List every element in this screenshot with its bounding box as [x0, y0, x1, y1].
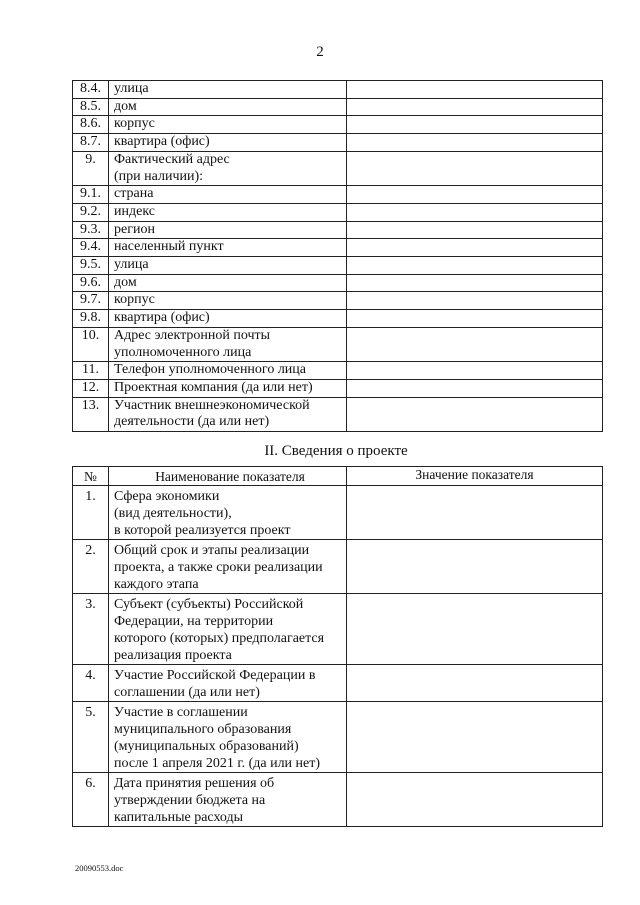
row-number: 11.: [73, 362, 109, 380]
indicator-value[interactable]: [347, 773, 603, 827]
table-row: [73, 98, 603, 116]
row-number: 12.: [73, 379, 109, 397]
indicator-name: Адрес электронной почты уполномоченного лица: [109, 327, 347, 361]
project-info-table-body: [73, 486, 603, 827]
table-row: [73, 773, 603, 827]
applicant-address-table: [72, 80, 603, 432]
indicator-name: Телефон уполномоченного лица: [109, 362, 347, 380]
indicator-value[interactable]: [347, 151, 603, 185]
row-number: 9.2.: [73, 203, 109, 221]
indicator-name: Участие Российской Федерации в соглашении (да или нет): [109, 665, 347, 702]
table-row: [73, 397, 603, 431]
header-value: Значение показателя: [347, 467, 603, 486]
table-row: [73, 239, 603, 257]
indicator-name: Участник внешнеэкономической деятельности (да или нет): [109, 397, 347, 431]
indicator-name: улица: [109, 81, 347, 99]
row-number: 8.6.: [73, 116, 109, 134]
row-number: 9.6.: [73, 274, 109, 292]
table-row: [73, 292, 603, 310]
table-row: [73, 134, 603, 152]
indicator-name: Дата принятия решения об утверждении бюджета на капитальные расходы: [109, 773, 347, 827]
table-row: [73, 257, 603, 275]
row-number: 9.: [73, 151, 109, 185]
row-number: 5.: [73, 702, 109, 773]
header-row: [73, 467, 603, 486]
table-row: [73, 379, 603, 397]
indicator-name: Участие в соглашении муниципального образования (муниципальных образований) после 1 апреля 2021 г. (да или нет): [109, 702, 347, 773]
indicator-value[interactable]: [347, 186, 603, 204]
indicator-value[interactable]: [347, 379, 603, 397]
table-row: [73, 486, 603, 540]
table-row: [73, 221, 603, 239]
indicator-name: Сфера экономики (вид деятельности), в которой реализуется проект: [109, 486, 347, 540]
indicator-name: улица: [109, 257, 347, 275]
indicator-value[interactable]: [347, 292, 603, 310]
row-number: 8.4.: [73, 81, 109, 99]
row-number: 8.5.: [73, 98, 109, 116]
row-number: 8.7.: [73, 134, 109, 152]
indicator-name: индекс: [109, 203, 347, 221]
indicator-value[interactable]: [347, 239, 603, 257]
table-row: [73, 665, 603, 702]
applicant-address-table-body: [73, 81, 603, 432]
row-number: 9.8.: [73, 310, 109, 328]
header-num: №: [73, 467, 109, 486]
table-row: [73, 274, 603, 292]
section-title: II. Сведения о проекте: [264, 443, 408, 459]
indicator-value[interactable]: [347, 702, 603, 773]
table-row: [73, 362, 603, 380]
indicator-value[interactable]: [347, 98, 603, 116]
indicator-name: дом: [109, 98, 347, 116]
indicator-value[interactable]: [347, 116, 603, 134]
table-row: [73, 116, 603, 134]
indicator-value[interactable]: [347, 257, 603, 275]
indicator-name: Субъект (субъекты) Российской Федерации, на территории которого (которых) предполагается реализация проекта: [109, 594, 347, 665]
indicator-value[interactable]: [347, 594, 603, 665]
indicator-value[interactable]: [347, 203, 603, 221]
row-number: 6.: [73, 773, 109, 827]
row-number: 13.: [73, 397, 109, 431]
indicator-value[interactable]: [347, 327, 603, 361]
row-number: 4.: [73, 665, 109, 702]
indicator-name: населенный пункт: [109, 239, 347, 257]
indicator-value[interactable]: [347, 221, 603, 239]
row-number: 9.1.: [73, 186, 109, 204]
row-number: 10.: [73, 327, 109, 361]
indicator-name: страна: [109, 186, 347, 204]
row-number: 2.: [73, 540, 109, 594]
row-number: 9.4.: [73, 239, 109, 257]
indicator-name: Проектная компания (да или нет): [109, 379, 347, 397]
indicator-name: Общий срок и этапы реализации проекта, а также сроки реализации каждого этапа: [109, 540, 347, 594]
indicator-value[interactable]: [347, 540, 603, 594]
indicator-name: корпус: [109, 292, 347, 310]
row-number: 9.3.: [73, 221, 109, 239]
indicator-value[interactable]: [347, 81, 603, 99]
indicator-value[interactable]: [347, 134, 603, 152]
indicator-name: квартира (офис): [109, 310, 347, 328]
indicator-value[interactable]: [347, 362, 603, 380]
indicator-value[interactable]: [347, 310, 603, 328]
indicator-name: регион: [109, 221, 347, 239]
indicator-name: дом: [109, 274, 347, 292]
header-name: Наименование показателя: [109, 467, 347, 486]
table-row: [73, 702, 603, 773]
row-number: 9.5.: [73, 257, 109, 275]
indicator-value[interactable]: [347, 397, 603, 431]
row-number: 3.: [73, 594, 109, 665]
table-row: [73, 151, 603, 185]
indicator-value[interactable]: [347, 665, 603, 702]
row-number: 9.7.: [73, 292, 109, 310]
row-number: 1.: [73, 486, 109, 540]
indicator-name: корпус: [109, 116, 347, 134]
table-row: [73, 540, 603, 594]
indicator-value[interactable]: [347, 486, 603, 540]
table-row: [73, 594, 603, 665]
table-row: [73, 310, 603, 328]
page-number: 2: [316, 44, 324, 60]
indicator-name: Фактический адрес (при наличии):: [109, 151, 347, 185]
project-info-table: [72, 466, 603, 827]
table-row: [73, 186, 603, 204]
table-row: [73, 81, 603, 99]
indicator-value[interactable]: [347, 274, 603, 292]
table-row: [73, 203, 603, 221]
table-row: [73, 327, 603, 361]
file-name-footer: 20090553.doc: [75, 863, 124, 873]
indicator-name: квартира (офис): [109, 134, 347, 152]
